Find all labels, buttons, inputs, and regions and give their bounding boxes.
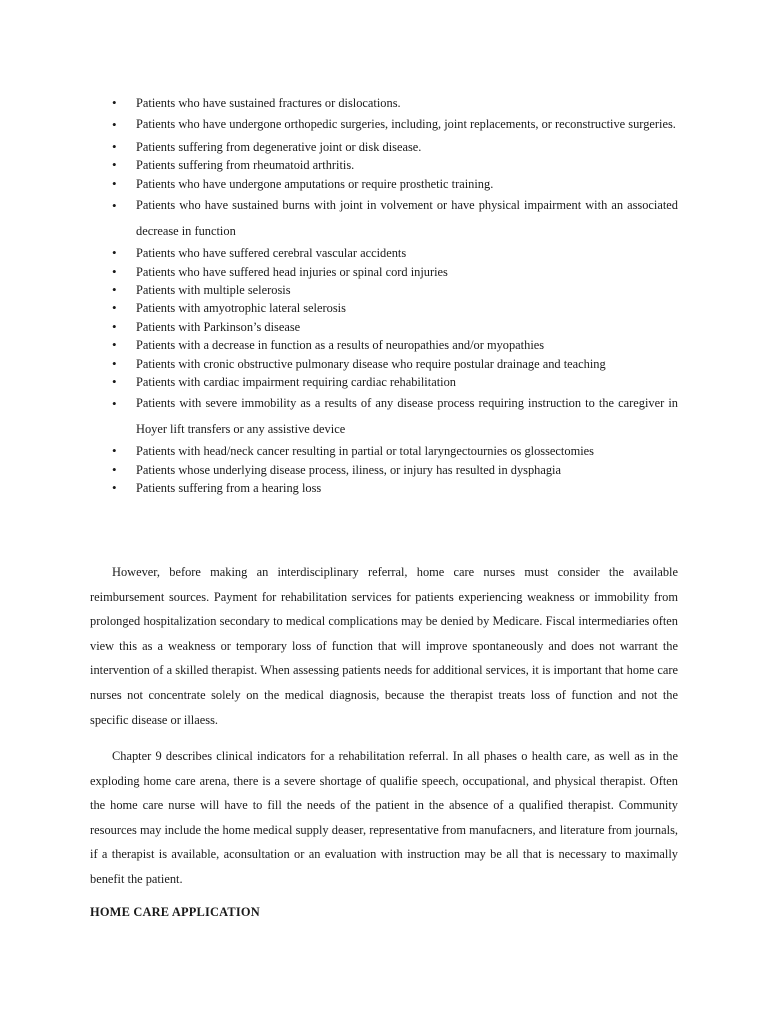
list-item: • Patients with cronic obstructive pulmonary disease who require postular drainage and teaching (110, 355, 678, 373)
list-item: • Patients who have suffered head injuries or spinal cord injuries (110, 263, 678, 281)
list-item: • Patients with head/neck cancer resulting in partial or total laryngectournies os glossectomies (110, 442, 678, 460)
patient-criteria-list (110, 94, 678, 498)
list-item: • Patients who have undergone amputations or require prosthetic training. (110, 175, 678, 193)
list-item: • Patients who have sustained burns with joint in volvement or have physical impairment with an associated decrease in function (110, 193, 678, 244)
list-item: • Patients with cardiac impairment requiring cardiac rehabilitation (110, 373, 678, 391)
list-item: • Patients with amyotrophic lateral selerosis (110, 299, 678, 317)
list-item: • Patients who have sustained fractures or dislocations. (110, 94, 678, 112)
section-heading: HOME CARE APPLICATION (90, 905, 260, 919)
body-paragraph-reimbursement: However, before making an interdisciplinary referral, home care nurses must consider the available reimbursement sources. Payment for rehabilitation services for patients experiencing weakness or immobility from prolonged hospitalization secondary to medical complications may be denied by Medicare. Fiscal intermediaries often view this as a weakness or temporary loss of function that will improve spontaneously and does not warrant the intervention of a skilled therapist. When assessing patients needs for additional services, it is important that home care nurses not concentrate solely on the medical diagnosis, because the therapist treats loss of function and not the specific disease or illaess. (90, 565, 678, 727)
list-item: • Patients with multiple selerosis (110, 281, 678, 299)
list-item: • Patients with severe immobility as a results of any disease process requiring instruction to the caregiver in Hoyer lift transfers or any assistive device (110, 391, 678, 442)
list-item: • Patients who have undergone orthopedic surgeries, including, joint replacements, or reconstructive surgeries. (110, 112, 678, 138)
list-item: • Patients suffering from a hearing loss (110, 479, 678, 497)
list-item: • Patients with Parkinson’s disease (110, 318, 678, 336)
body-paragraph-clinical-indicators: Chapter 9 describes clinical indicators for a rehabilitation referral. In all phases o health care, as well as in the exploding home care arena, there is a severe shortage of qualifie speech, occupational, and physical therapist. Often the home care nurse will have to fill the needs of the patient in the absence of a qualified therapist. Community resources may include the home medical supply deaser, representative from manufacners, and literature from journals, if a therapist is available, aconsultation or an evaluation with instruction may be all that is necessary to maximally benefit the patient. (90, 749, 678, 886)
list-item: • Patients suffering from rheumatoid arthritis. (110, 156, 678, 174)
list-item: • Patients whose underlying disease process, iliness, or injury has resulted in dysphagia (110, 461, 678, 479)
list-item: • Patients with a decrease in function as a results of neuropathies and/or myopathies (110, 336, 678, 354)
list-item: • Patients who have suffered cerebral vascular accidents (110, 244, 678, 262)
list-item: • Patients suffering from degenerative joint or disk disease. (110, 138, 678, 156)
